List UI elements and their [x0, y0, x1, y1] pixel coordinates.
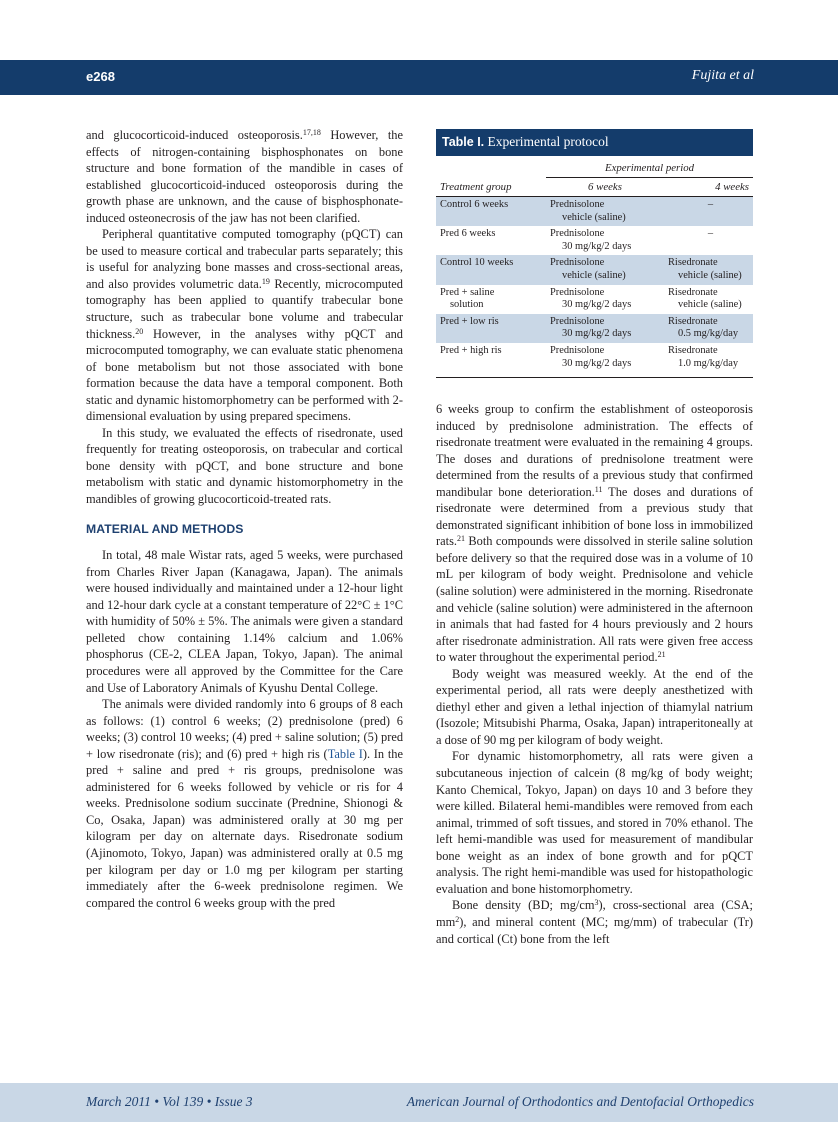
table-row: [436, 226, 753, 255]
table-bottom-rule: [436, 372, 753, 377]
citation-ref[interactable]: 17,18: [302, 128, 321, 137]
issue-info: March 2011 • Vol 139 • Issue 3: [86, 1094, 253, 1109]
table-row: [436, 285, 753, 314]
cell-group: Control 10 weeks: [436, 255, 546, 284]
col-header-6-weeks: 6 weeks: [546, 178, 664, 197]
citation-ref[interactable]: 11: [594, 484, 603, 494]
cell-4-weeks: Risedronate vehicle (saline): [664, 255, 753, 284]
section-heading: MATERIAL AND METHODS: [86, 521, 244, 536]
running-author: Fujita et al: [691, 68, 754, 83]
table-row: [436, 255, 753, 284]
cell-group: Control 6 weeks: [436, 197, 546, 227]
table-title: Experimental protocol: [487, 134, 609, 149]
paragraph-histomorphometry: For dynamic histomorphometry, all rats were given a subcutaneous injection of calcein (8 mg/kg of body weight; Kanto Chemical, Tokyo, Japan) on days 10 and 3 before they were killed. Bilateral hemi-mandibles were removed from each animal, trimmed of soft tissues, and stored in 70% ethanol. The left hemi-mandible was used for measurement of mandibular bone weight as an index of bone growth and for pQCT analysis. The right hemi-mandible was used for histopathologic evaluation and bone histomorphometry.: [436, 749, 753, 896]
page-number: e268: [86, 69, 115, 84]
table-title-bar: [436, 129, 753, 156]
protocol-table: [436, 129, 753, 378]
paragraph-body-weight: Body weight was measured weekly. At the end of the experimental period, all rats were deeply anesthetized with diethyl ether and given a lethal injection of thiamylal natrium (Isozole; Mitsubishi Pharma, Osaka, Japan) intraperitoneally at a dose of 90 mg per kilogram of body weight.: [436, 666, 753, 747]
citation-ref[interactable]: 21: [657, 650, 666, 660]
cell-6-weeks: Prednisolone vehicle (saline): [546, 197, 664, 227]
cell-6-weeks: Prednisolone vehicle (saline): [546, 255, 664, 284]
table-link[interactable]: Table I: [327, 746, 363, 761]
running-header: [0, 60, 838, 95]
col-header-group: Treatment group: [436, 178, 546, 197]
cell-4-weeks: Risedronate 0.5 mg/kg/day: [664, 314, 753, 343]
paragraph-bone-density: Bone density (BD; $mg/cm^3$), cross-sectional area (CSA; $mm^2$), and mineral content (MC; mg/mm) of trabecular (Tr) and cortical (Ct) bone from the left: [436, 898, 753, 946]
cell-group: Pred 6 weeks: [440, 228, 496, 240]
cell-4-weeks: Risedronate vehicle (saline): [668, 286, 742, 311]
paragraph-dosing: 6 weeks group to confirm the establishment of osteoporosis induced by prednisolone administration. The effects of risedronate treatment were evaluated in the remaining 4 groups. The doses and durations of prednisolone treatment were determined from the results of a previous study that confirmed mandibular bone deterioration.$^{11}$ The doses and durations of risedronate were determined from a previous study that demonstrated significant inhibition of bone loss in immobilized rats.$^{21}$ Both compounds were dissolved in sterile saline solution before delivery so that the required dose was in a volume of 10 mL per kilogram of body weight. Prednisolone and vehicle (saline solution) were administered in the morning. Risedronate and vehicle (saline solution) were administered in the afternoon in animals that had fasted for 4 hours previously and 2 hours after risedronate administration. All rats were given free access to water throughout the experimental period.$^{21}$: [436, 402, 753, 665]
protocol-table-grid: [436, 156, 753, 378]
table-label: Table I.: [442, 135, 485, 149]
citation-ref[interactable]: 19: [261, 276, 270, 286]
cell-group: Pred + saline solution: [440, 286, 495, 311]
cell-6-weeks: Prednisolone 30 mg/kg/2 days: [546, 314, 664, 343]
paragraph-pqct: Peripheral quantitative computed tomography (pQCT) can be used to measure cortical and trabecular parts separately; this is useful for analyzing bone masses and cross-sectional areas, and also provides volumetric data.$^{19}$ Recently, microcomputed tomography has been applied to quantify trabecular bone structure, such as trabecular bone volume and trabecular thickness.$^{20}$ However, in the analyses withy pQCT and microcomputed tomography, we can evaluate static phenomena of bone metabolism but not those associated with bone formation because the data have a temporal component. Both static and dynamic histomorphometry can be performed with 2-dimensional evaluation by using prepared specimens.: [86, 227, 403, 424]
left-column: [86, 127, 403, 911]
running-footer: [0, 1083, 838, 1122]
paragraph-animals: In total, 48 male Wistar rats, aged 5 weeks, were purchased from Charles River Japan (Kanagawa, Japan). The animals were housed individually and maintained under a 12-hour light and 12-hour dark cycle at a constant temperature of 22°C ± 1°C with humidity of 50% ± 5%. The animals were given a standard pelleted chow containing 1.14% calcium and 1.06% phosphorus (CE-2, CLEA Japan, Tokyo, Japan). The animal procedures were all approved by the Committee for the Care and Use of Laboratory Animals of Kyushu Dental College.: [86, 548, 403, 695]
table-row: [436, 197, 753, 227]
paragraph-groups: The animals were divided randomly into 6 groups of 8 each as follows: (1) control 6 weeks; (2) prednisolone (pred) 6 weeks; (3) control 10 weeks; (4) pred + saline solution; (5) pred + low risedronate (ris); and (6) pred + high ris (Table I). In the pred + saline and pred + ris groups, prednisolone was administered for 6 weeks followed by vehicle or ris for 4 weeks. Prednisolone sodium succinate (Prednine, Shionogi & Co, Osaka, Japan) was administered orally at 30 mg per kilogram per day on alternate days. Risedronate sodium (Ajinomoto, Tokyo, Japan) was administered orally at 0.5 mg per kilogram per day or 1.0 mg per kilogram per starting immediately after the 6-week prednisolone regimen. We compared the control 6 weeks group with the pred: [86, 697, 404, 910]
citation-ref[interactable]: 20: [135, 326, 144, 336]
cell-6-weeks: Prednisolone 30 mg/kg/2 days: [550, 228, 632, 252]
paragraph-intro-end: and glucocorticoid-induced osteoporosis.$^{17,18}$ However, the effects of nitrogen-containing bisphosphonates on bone structure and bone formation of the mandible in cases of established glucocorticoid-induced osteoporosis during the growth phase are unknown, and the cause of bisphosphonate-induced osteonecrosis of the jaw has not been clarified.: [86, 128, 403, 225]
cell-6-weeks: Prednisolone 30 mg/kg/2 days: [550, 286, 632, 311]
experimental-period-header: Experimental period: [546, 156, 753, 178]
paragraph-study-aim: In this study, we evaluated the effects of risedronate, used frequently for treating osteoporosis, on trabecular and cortical bone density with pQCT, and bone structure and bone metabolism with static and dynamic histomorphometry in the mandibles of growing glucocorticoid-treated rats.: [86, 425, 403, 507]
cell-4-weeks: –: [664, 197, 753, 227]
right-column: [436, 401, 753, 947]
table-row: [436, 343, 753, 372]
journal-name: American Journal of Orthodontics and Dentofacial Orthopedics: [406, 1094, 754, 1109]
table-row: [436, 314, 753, 343]
cell-4-weeks: Risedronate 1.0 mg/kg/day: [668, 344, 739, 369]
cell-4-weeks: –: [707, 228, 714, 240]
cell-group: Pred + low ris: [436, 314, 546, 343]
citation-ref[interactable]: 21: [457, 534, 465, 544]
col-header-4-weeks: 4 weeks: [664, 178, 753, 197]
cell-group: Pred + high ris: [440, 344, 502, 356]
cell-6-weeks: Prednisolone 30 mg/kg/2 days: [550, 344, 632, 369]
